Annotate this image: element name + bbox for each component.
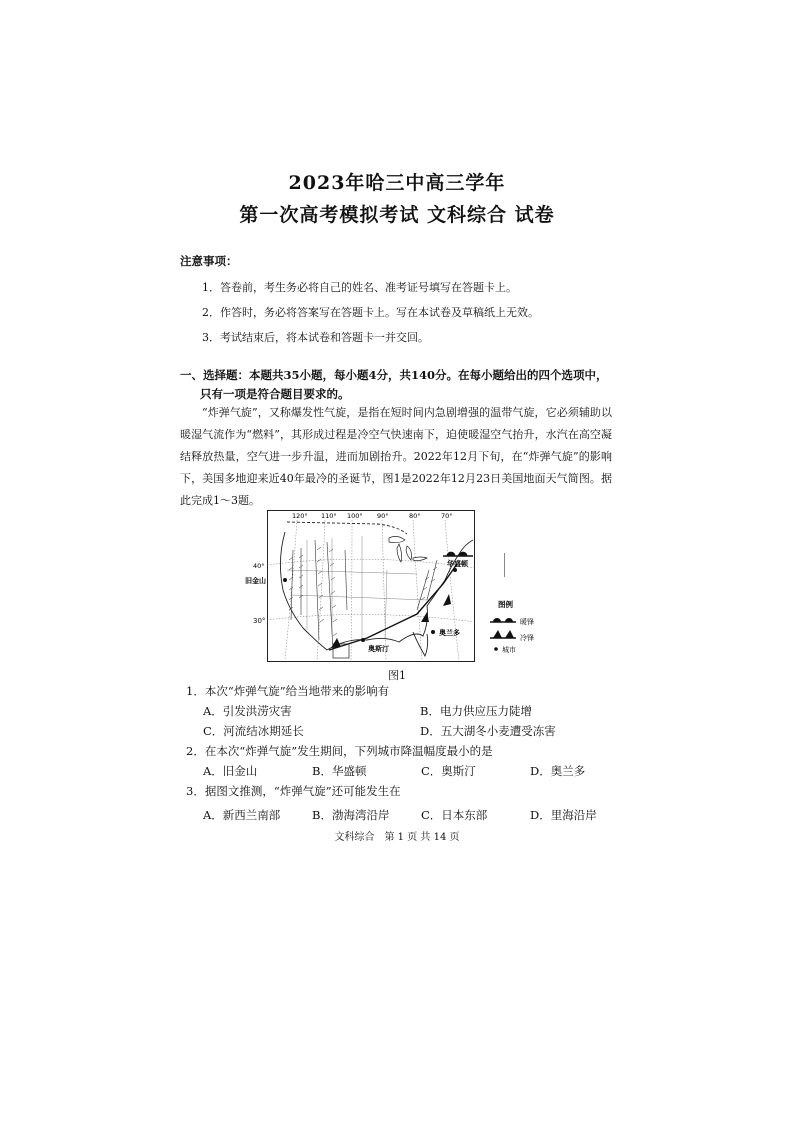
question-1-stem: 1．本次“炸弹气旋”给当地带来的影响有 xyxy=(186,684,390,698)
city-label-sf: 旧金山 xyxy=(245,577,266,585)
q1-option-d[interactable]: D．五大湖冬小麦遭受冻害 xyxy=(420,724,556,738)
question-2-stem: 2．在本次“炸弹气旋”发生期间，下列城市降温幅度最小的是 xyxy=(186,744,493,758)
section-heading: 一、选择题：本题共35小题，每小题4分，共140分。在每小题给出的四个选项中， xyxy=(180,368,608,382)
q3-option-b[interactable]: B．渤海湾沿岸 xyxy=(312,808,390,822)
lon-label: 120° xyxy=(292,512,308,520)
exam-title-line1: 2023年哈三中高三学年 xyxy=(288,172,506,194)
q1-option-c[interactable]: C．河流结冰期延长 xyxy=(203,724,304,738)
q2-option-c[interactable]: C．奥斯汀 xyxy=(421,764,476,778)
lon-label: 70° xyxy=(441,512,453,520)
divider xyxy=(504,553,505,577)
legend-title: 图例 xyxy=(498,600,513,609)
lon-label: 90° xyxy=(377,512,389,520)
q3-option-c[interactable]: C．日本东部 xyxy=(421,808,488,822)
lat-label: 40° xyxy=(253,562,265,570)
q1-option-a[interactable]: A．引发洪涝灾害 xyxy=(203,704,292,718)
city-label-dc: 华盛顿 xyxy=(447,560,468,568)
legend-cold-front: 冷锋 xyxy=(520,634,534,642)
page-footer: 文科综合 第 1 页 共 14 页 xyxy=(334,832,460,843)
city-label-orlando: 奥兰多 xyxy=(439,629,460,637)
q2-option-a[interactable]: A．旧金山 xyxy=(203,764,258,778)
q3-option-d[interactable]: D．里海沿岸 xyxy=(530,808,597,822)
legend-warm-front: 暖锋 xyxy=(520,618,534,626)
question-3-stem: 3．据图文推测，“炸弹气旋”还可能发生在 xyxy=(186,784,401,798)
figure-caption: 图1 xyxy=(388,669,406,682)
notice-item: 1．答卷前，考生务必将自己的姓名、准考证号填写在答题卡上。 xyxy=(202,281,517,294)
exam-title-line2: 第一次高考模拟考试 文科综合 试卷 xyxy=(239,204,555,226)
section-heading-cont: 只有一项是符合题目要求的。 xyxy=(200,387,350,401)
notice-heading: 注意事项： xyxy=(180,254,238,268)
q2-option-d[interactable]: D．奥兰多 xyxy=(530,764,586,778)
notice-item: 2．作答时，务必将答案写在答题卡上。写在本试卷及草稿纸上无效。 xyxy=(202,306,539,319)
legend-city: 城市 xyxy=(502,646,516,654)
lon-label: 80° xyxy=(409,512,421,520)
city-label-austin: 奥斯汀 xyxy=(368,645,389,653)
q3-option-a[interactable]: A．新西兰南部 xyxy=(203,808,281,822)
q2-option-b[interactable]: B．华盛顿 xyxy=(312,764,367,778)
q1-option-b[interactable]: B．电力供应压力陡增 xyxy=(420,704,532,718)
lat-label-30: 30° xyxy=(253,617,266,625)
map-legend xyxy=(490,598,550,654)
lon-label: 100° xyxy=(347,512,363,520)
passage-text: “炸弹气旋”，又称爆发性气旋，是指在短时间内急剧增强的温带气旋，它必须辅助以暖湿气流作为“燃料”，其形成过程是冷空气快速南下，迫使暖湿空气抬升，水汽在高空凝结释放热量，空气进一步升温，进而加剧抬升。2022年12月下旬，在“炸弹气旋”的影响下，美国多地迎来近40年最冷的圣诞节，图1是2022年12月23日美国地面天气简图。据此完成1～3题。 xyxy=(180,406,612,507)
lon-label: 110° xyxy=(321,512,337,520)
notice-item: 3．考试结束后，将本试卷和答题卡一并交回。 xyxy=(202,331,429,344)
